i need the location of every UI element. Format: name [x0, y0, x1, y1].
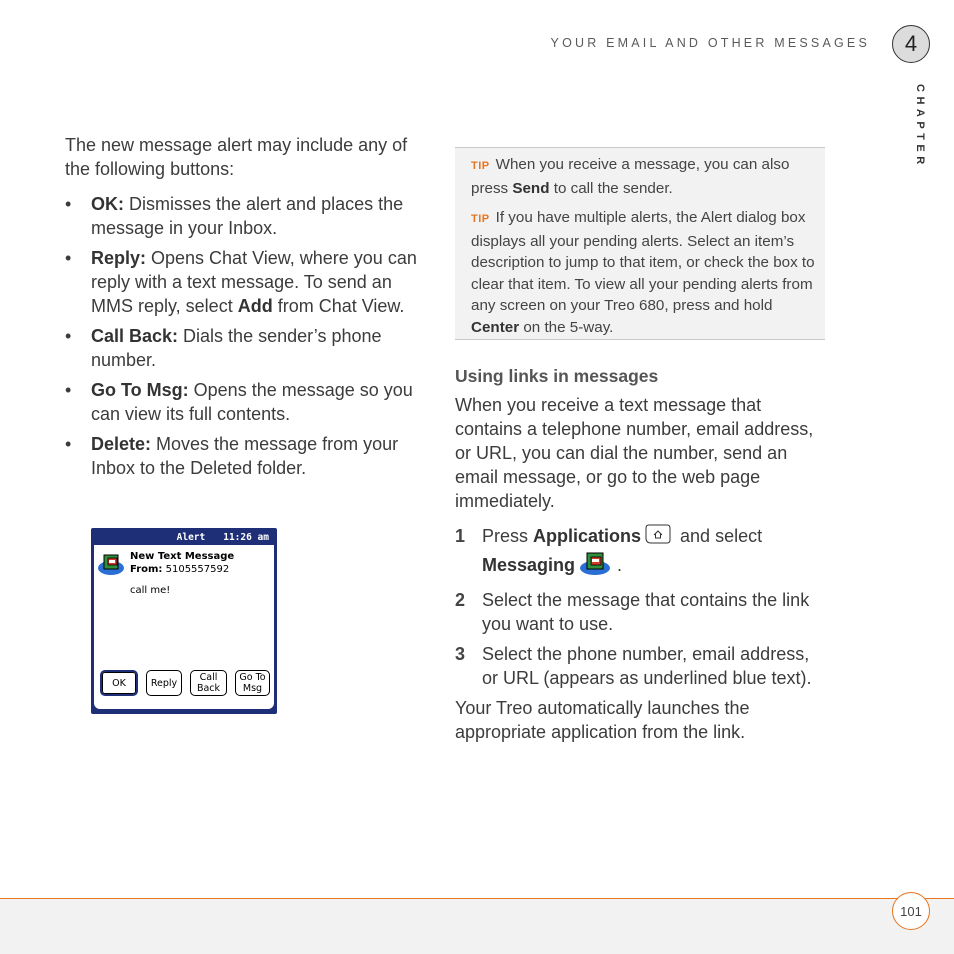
- step-number: 3: [455, 644, 466, 665]
- messaging-icon: [579, 550, 613, 582]
- footer-band: [0, 899, 954, 954]
- bullet-text: Opens the message so you can view its full contents.: [91, 380, 413, 424]
- step-text: .: [617, 555, 623, 575]
- from-label: From:: [130, 564, 163, 575]
- applications-key-icon: [645, 524, 671, 550]
- section-outro: Your Treo automatically launches the appropriate application from the link.: [455, 698, 750, 743]
- step-list: [455, 524, 827, 690]
- alert-titlebar: [94, 531, 274, 544]
- alert-heading: New Text Message: [130, 551, 235, 562]
- list-item: [65, 378, 437, 426]
- list-item: [65, 324, 437, 372]
- step-text: Select the phone number, email address, or URL (appears as underlined blue text).: [482, 644, 812, 689]
- step-number: 1: [455, 526, 466, 546]
- step-item: [455, 642, 827, 690]
- tip-1: [471, 154, 815, 199]
- call-back-button[interactable]: Call Back: [190, 670, 227, 696]
- list-item: [65, 432, 437, 480]
- go-to-msg-button[interactable]: Go To Msg: [235, 670, 270, 696]
- tip-label: TIP: [471, 160, 490, 172]
- bullet: •: [65, 434, 72, 454]
- bullet: •: [65, 248, 72, 268]
- step-text: Press: [482, 526, 534, 546]
- reply-button[interactable]: Reply: [146, 670, 182, 696]
- bullet-bold: Add: [237, 296, 273, 316]
- from-value: 5105557592: [165, 564, 230, 575]
- step-item: [455, 588, 827, 636]
- step-item: [455, 524, 827, 582]
- bullet: •: [65, 194, 72, 214]
- alert-screenshot: [91, 528, 277, 714]
- running-header: YOUR EMAIL AND OTHER MESSAGES: [550, 36, 870, 50]
- chapter-number-badge: 4: [892, 25, 930, 63]
- section-intro: When you receive a text message that contains a telephone number, email address, or URL, you can dial the number, send an email message, or go to the web page immediately.: [455, 395, 814, 511]
- step-number: 2: [455, 590, 466, 611]
- alert-message: call me!: [130, 585, 171, 596]
- right-column: [455, 364, 827, 755]
- tip-label: TIP: [471, 213, 490, 225]
- alert-title: Alert: [176, 532, 206, 543]
- bullet-term: Call Back:: [91, 326, 179, 346]
- tip-2: [471, 207, 815, 338]
- bullet-term: Reply:: [91, 248, 147, 268]
- bullet: •: [65, 380, 72, 400]
- bullet-text: from Chat View.: [272, 296, 405, 316]
- alert-body: [94, 545, 274, 709]
- bullet-term: Delete:: [91, 434, 152, 454]
- step-text: Select the message that contains the link you want to use.: [482, 590, 810, 635]
- bullet-term: Go To Msg:: [91, 380, 189, 400]
- bullet-term: OK:: [91, 194, 124, 214]
- step-bold: Messaging: [482, 555, 576, 575]
- list-item: [65, 192, 437, 240]
- tip-text: on the 5-way.: [519, 318, 614, 336]
- tip-text: When you receive a message, you can also press: [471, 156, 790, 197]
- step-bold: Applications: [533, 526, 642, 546]
- left-column: [65, 133, 437, 486]
- tip-box: [455, 147, 825, 340]
- step-text: and select: [675, 526, 763, 546]
- tip-text: to call the sender.: [549, 179, 673, 197]
- button-list: [65, 192, 437, 480]
- list-item: [65, 246, 437, 318]
- bullet-text: Opens Chat View, where you can reply with a text message. To send an MMS reply, select: [91, 248, 417, 316]
- tip-text: If you have multiple alerts, the Alert dialog box displays all your pending alerts. Select an item’s description to jump to that item, or check the box to clear that item. To view all your pending alerts from any screen on your Treo 680, press and hold: [471, 209, 815, 314]
- messaging-icon: [97, 551, 127, 582]
- alert-time: 11:26 am: [223, 532, 269, 543]
- bullet-text: Moves the message from your Inbox to the Deleted folder.: [91, 434, 399, 478]
- bullet: •: [65, 326, 72, 346]
- tip-bold: Center: [471, 318, 520, 336]
- alert-from: [130, 564, 229, 575]
- page-number: 101: [892, 892, 930, 930]
- bullet-text: Dismisses the alert and places the message in your Inbox.: [91, 194, 404, 238]
- chapter-vertical-label: CHAPTER: [914, 84, 926, 169]
- intro-paragraph: The new message alert may include any of the following buttons:: [65, 135, 408, 179]
- tip-bold: Send: [512, 179, 550, 197]
- bullet-text: Dials the sender’s phone number.: [91, 326, 382, 370]
- ok-button[interactable]: OK: [100, 670, 138, 696]
- section-heading: Using links in messages: [455, 366, 659, 386]
